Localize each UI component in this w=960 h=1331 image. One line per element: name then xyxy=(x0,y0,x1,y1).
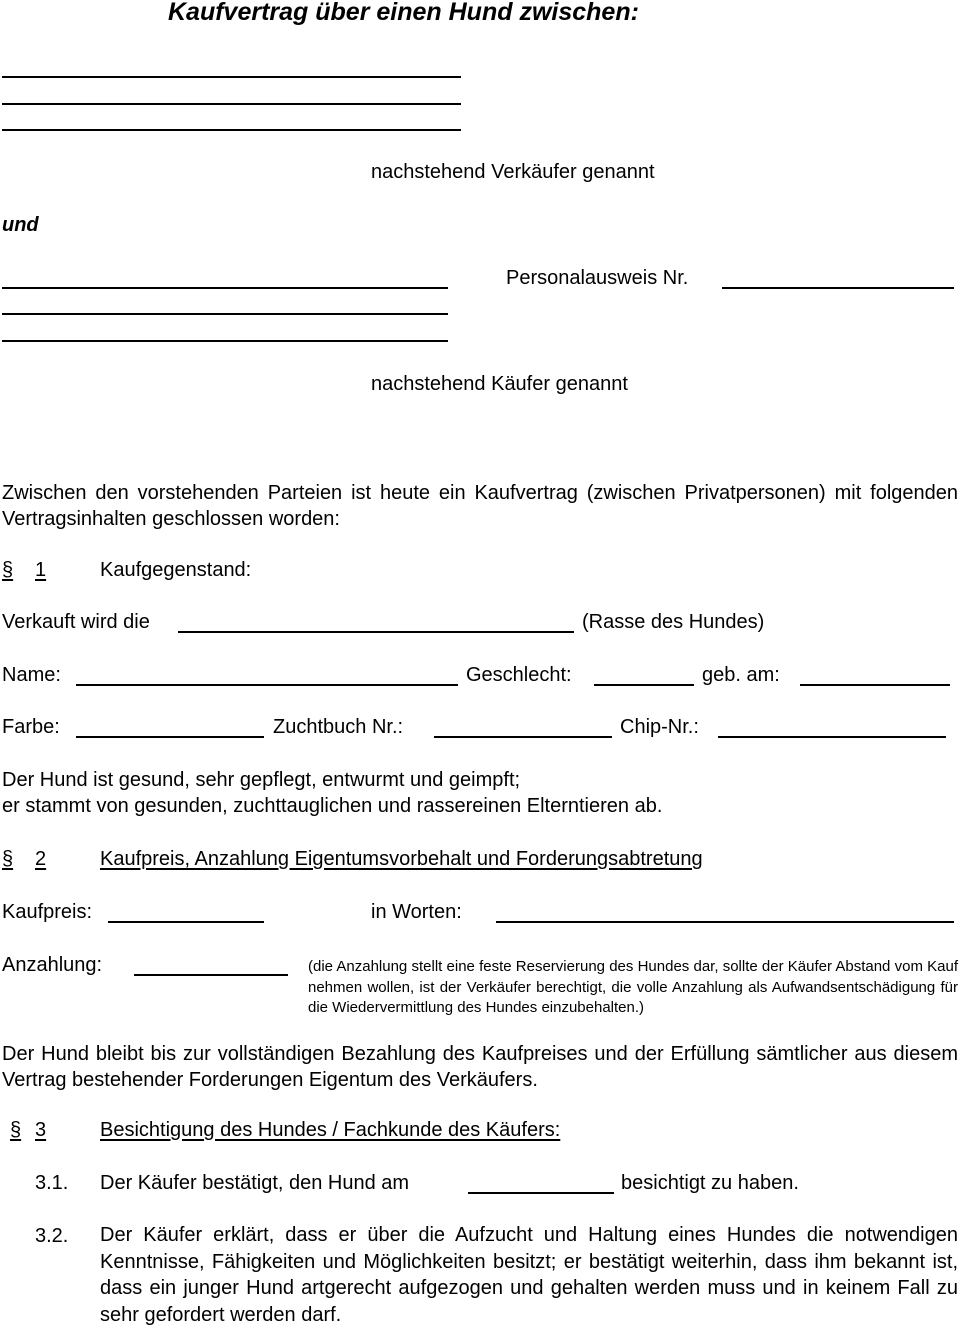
price-label: Kaufpreis: xyxy=(2,901,93,923)
section-3-paragraph-sign: § xyxy=(10,1119,22,1141)
section-2-title: Kaufpreis, Anzahlung Eigentumsvorbehalt und Forderungsabtretung xyxy=(100,848,703,870)
seller-line-3[interactable] xyxy=(2,129,461,131)
section-3-number: 3 xyxy=(35,1119,47,1141)
section-3-title: Besichtigung des Hundes / Fachkunde des Käufers: xyxy=(100,1119,561,1141)
section-1-title: Kaufgegenstand: xyxy=(100,559,252,581)
seller-line-2[interactable] xyxy=(2,103,461,105)
name-label: Name: xyxy=(2,664,61,686)
birthdate-field[interactable] xyxy=(800,684,950,686)
id-label: Personalausweis Nr. xyxy=(506,267,689,289)
item-3-2-text: Der Käufer erklärt, dass er über die Aufzucht und Haltung eines Hundes die notwendigen Kenntnisse, Fähigkeiten und Möglichkeiten besitzt; er bestätigt weiterhin, dass ihm bekannt ist, dass ein junger Hund artgerecht aufgezogen und gehalten werden muss und in keinem Fall zu sehr gefordert werden darf. xyxy=(100,1224,958,1326)
verkauft-label: Verkauft wird die xyxy=(2,611,150,633)
breed-field[interactable] xyxy=(178,631,574,633)
section-1-paragraph-sign: § xyxy=(2,559,14,581)
price-words-label: in Worten: xyxy=(371,901,462,923)
seller-line-1[interactable] xyxy=(2,76,461,78)
id-number-field[interactable] xyxy=(722,287,954,289)
sex-field[interactable] xyxy=(594,684,694,686)
color-label: Farbe: xyxy=(2,716,60,738)
buyer-line-3[interactable] xyxy=(2,340,448,342)
birthdate-label: geb. am: xyxy=(702,664,780,686)
section-2-number: 2 xyxy=(35,848,47,870)
health-statement-line-1: Der Hund ist gesund, sehr gepflegt, entwurmt und geimpft; xyxy=(2,769,521,791)
buyer-line-2[interactable] xyxy=(2,313,448,315)
deposit-label: Anzahlung: xyxy=(2,954,103,976)
studbook-label: Zuchtbuch Nr.: xyxy=(273,716,404,738)
page-title: Kaufvertrag über einen Hund zwischen: xyxy=(168,0,639,26)
price-field[interactable] xyxy=(108,921,264,923)
color-field[interactable] xyxy=(76,736,264,738)
ownership-paragraph: Der Hund bleibt bis zur vollständigen Bezahlung des Kaufpreises und der Erfüllung sämtlicher aus diesem Vertrag bestehender Forderungen Eigentum des Verkäufers. xyxy=(2,1043,958,1091)
viewing-date-field[interactable] xyxy=(468,1192,614,1194)
intro-paragraph: Zwischen den vorstehenden Parteien ist heute ein Kaufvertrag (zwischen Privatpersonen) mit folgenden Vertragsinhalten geschlossen worden: xyxy=(2,482,958,530)
deposit-note: (die Anzahlung stellt eine feste Reservierung des Hundes dar, sollte der Käufer Abstand vom Kauf nehmen wollen, ist der Verkäufer berechtigt, die volle Anzahlung als Aufwandsentschädigung für die Wiedervermittlung des Hundes einzubehalten.) xyxy=(308,958,958,1016)
deposit-field[interactable] xyxy=(134,974,288,976)
price-words-field[interactable] xyxy=(496,921,954,923)
item-3-1-text-a: Der Käufer bestätigt, den Hund am xyxy=(100,1172,410,1194)
item-3-1-number: 3.1. xyxy=(35,1172,69,1194)
section-1-number: 1 xyxy=(35,559,47,581)
und-label: und xyxy=(2,214,39,236)
chip-field[interactable] xyxy=(718,736,946,738)
section-2-paragraph-sign: § xyxy=(2,848,14,870)
health-statement-line-2: er stammt von gesunden, zuchttauglichen und rassereinen Elterntieren ab. xyxy=(2,795,663,817)
item-3-1-text-b: besichtigt zu haben. xyxy=(621,1172,799,1194)
breed-label: (Rasse des Hundes) xyxy=(582,611,765,633)
buyer-role-label: nachstehend Käufer genannt xyxy=(371,373,628,395)
name-field[interactable] xyxy=(76,684,458,686)
item-3-2-number: 3.2. xyxy=(35,1225,69,1247)
seller-role-label: nachstehend Verkäufer genannt xyxy=(371,161,655,183)
buyer-line-1[interactable] xyxy=(2,287,448,289)
chip-label: Chip-Nr.: xyxy=(620,716,699,738)
sex-label: Geschlecht: xyxy=(466,664,572,686)
studbook-field[interactable] xyxy=(434,736,612,738)
